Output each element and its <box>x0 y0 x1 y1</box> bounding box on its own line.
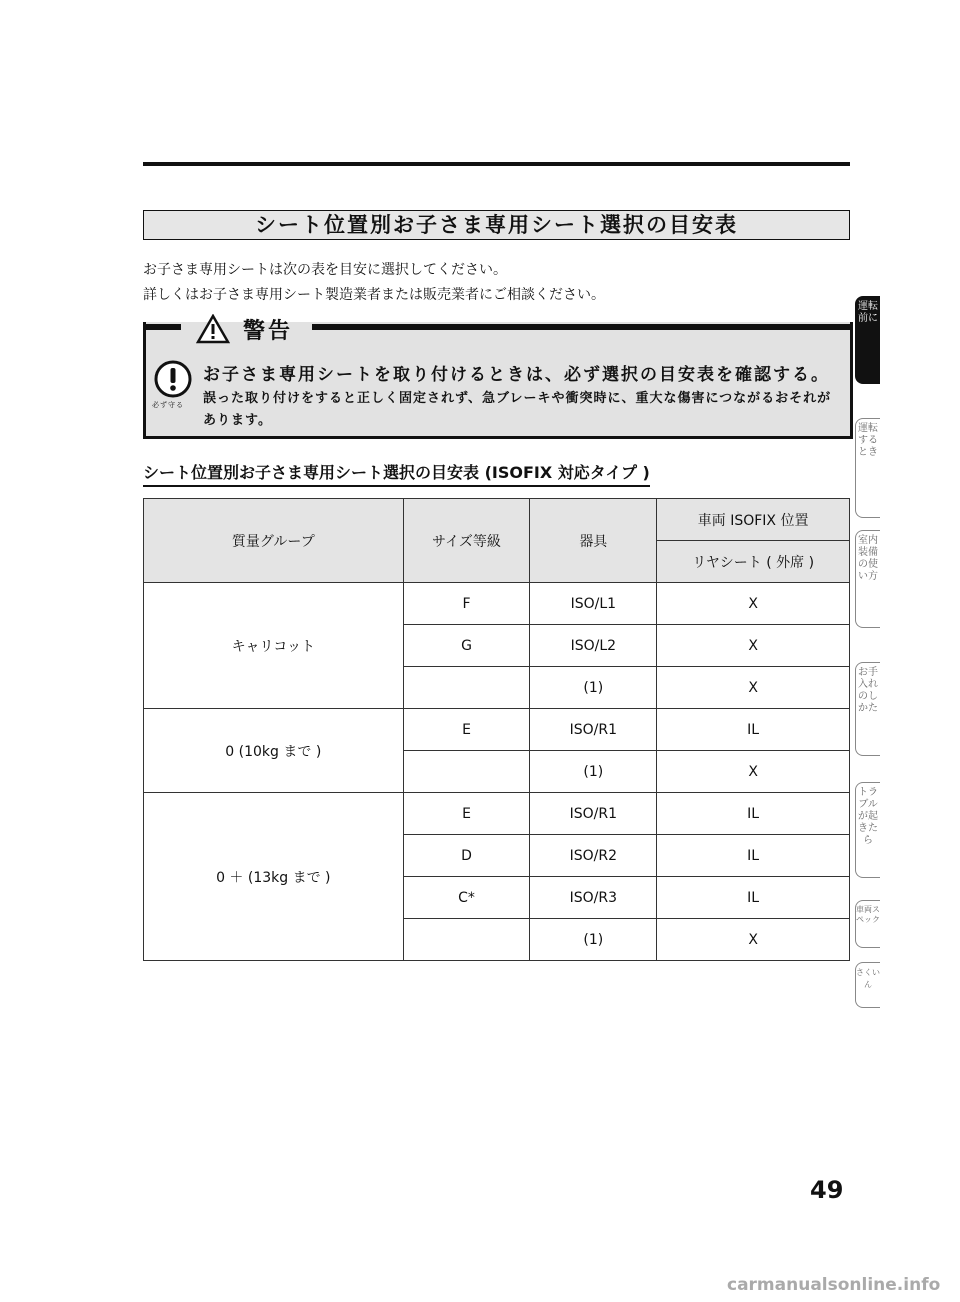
cell-size <box>403 919 530 961</box>
cell-fixture: ISO/R1 <box>530 709 657 751</box>
cell-size: D <box>403 835 530 877</box>
group-label: キャリコット <box>144 583 404 709</box>
cell-position: X <box>657 919 850 961</box>
header-size: サイズ等級 <box>403 499 530 583</box>
group-label: 0 (10kg まで ) <box>144 709 404 793</box>
side-tab-interior[interactable]: 室内装備の使い方 <box>855 530 880 628</box>
cell-fixture: ISO/R1 <box>530 793 657 835</box>
cell-size <box>403 751 530 793</box>
cell-position: X <box>657 667 850 709</box>
cell-position: IL <box>657 877 850 919</box>
table-row <box>144 709 850 751</box>
cell-fixture: (1) <box>530 751 657 793</box>
cell-position: X <box>657 625 850 667</box>
page-title: シート位置別お子さま専用シート選択の目安表 <box>143 210 850 240</box>
cell-position: X <box>657 583 850 625</box>
cell-position: IL <box>657 835 850 877</box>
header-position: リヤシート ( 外席 ) <box>657 541 850 583</box>
mandatory-icon <box>154 360 192 398</box>
header-fixture: 器具 <box>530 499 657 583</box>
isofix-table <box>143 498 850 961</box>
intro-text <box>143 258 605 308</box>
cell-size: F <box>403 583 530 625</box>
cell-fixture: ISO/R3 <box>530 877 657 919</box>
side-tab-specs[interactable]: 車両スペック <box>855 900 880 948</box>
warning-title: 警告 <box>243 319 294 344</box>
cell-position: IL <box>657 709 850 751</box>
watermark: carmanualsonline.info <box>727 1275 941 1295</box>
page-number: 49 <box>810 1176 844 1204</box>
side-tab-care[interactable]: お手入れのしかた <box>855 662 880 756</box>
cell-fixture: ISO/L2 <box>530 625 657 667</box>
cell-size: E <box>403 793 530 835</box>
cell-size: E <box>403 709 530 751</box>
header-group: 質量グループ <box>144 499 404 583</box>
cell-size: G <box>403 625 530 667</box>
cell-size <box>403 667 530 709</box>
intro-line: 詳しくはお子さま専用シート製造業者または販売業者にご相談ください。 <box>143 287 605 303</box>
cell-position: IL <box>657 793 850 835</box>
side-tab-before-driving[interactable]: 運転前に <box>855 296 880 384</box>
table-row <box>144 583 850 625</box>
warning-main-text: お子さま専用シートを取り付けるときは、必ず選択の目安表を確認する。 <box>203 365 830 385</box>
header-vehicle: 車両 ISOFIX 位置 <box>657 499 850 541</box>
group-label: 0 ＋ (13kg まで ) <box>144 793 404 961</box>
warning-sub-text: 誤った取り付けをすると正しく固定されず、急ブレーキや衝突時に、重大な傷害につながるおそれがあります。 <box>203 391 832 428</box>
cell-fixture: ISO/R2 <box>530 835 657 877</box>
warning-rule-left <box>143 324 181 330</box>
cell-size: C* <box>403 877 530 919</box>
cell-position: X <box>657 751 850 793</box>
cell-fixture: (1) <box>530 667 657 709</box>
top-rule <box>143 162 850 166</box>
cell-fixture: ISO/L1 <box>530 583 657 625</box>
side-tab-index[interactable]: さくいん <box>855 962 880 1008</box>
warning-triangle-icon <box>196 314 230 344</box>
side-tab-trouble[interactable]: トラブルが起きたら <box>855 782 880 878</box>
table-header-row <box>144 499 850 541</box>
intro-line: お子さま専用シートは次の表を目安に選択してください。 <box>143 262 507 278</box>
warning-rule-right <box>312 324 850 330</box>
side-tab-driving[interactable]: 運転するとき <box>855 418 880 518</box>
cell-fixture: (1) <box>530 919 657 961</box>
table-row <box>144 793 850 835</box>
mandatory-caption: 必ず守る <box>152 401 184 409</box>
section-title: シート位置別お子さま専用シート選択の目安表 (ISOFIX 対応タイプ ) <box>143 460 650 487</box>
